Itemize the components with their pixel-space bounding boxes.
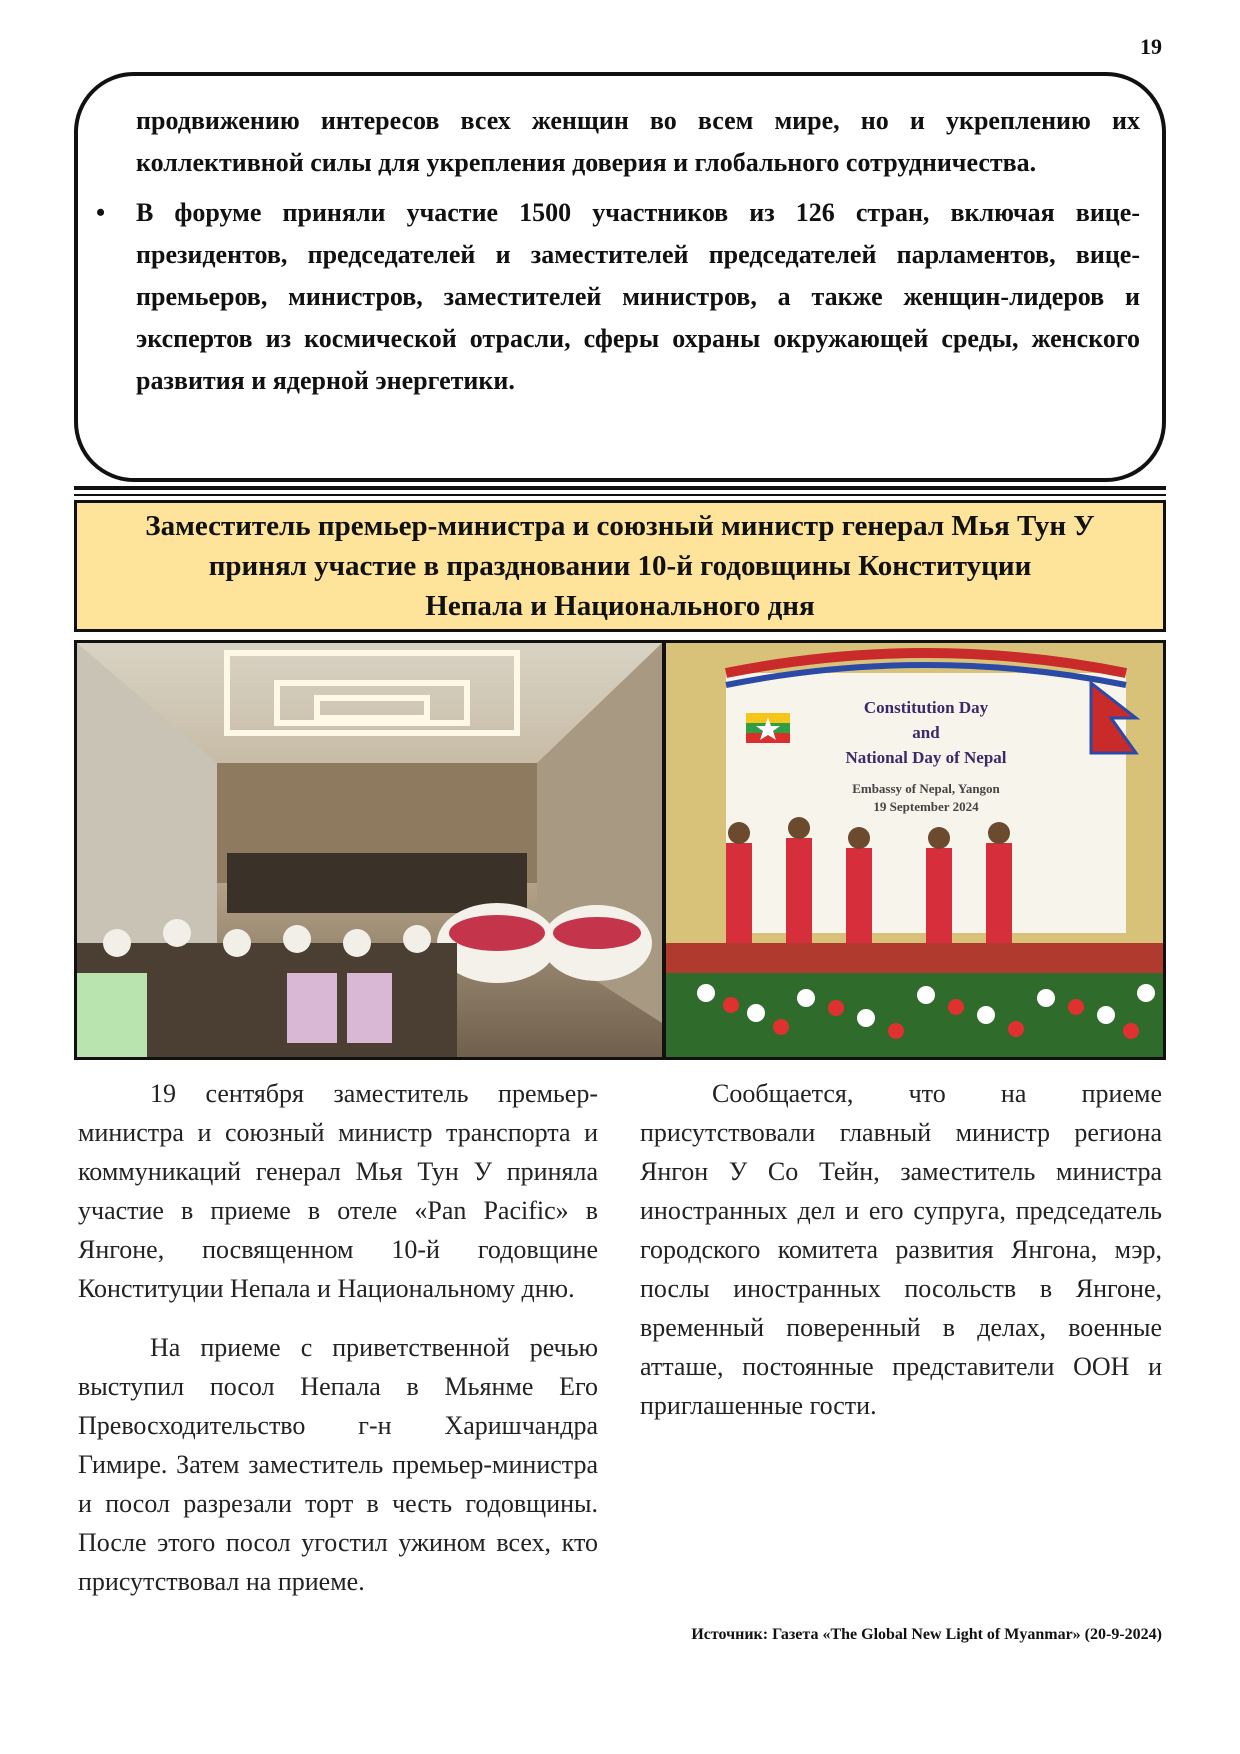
- banquet-hall-photo: [77, 643, 662, 1057]
- headline-line-1: Заместитель премьер-министра и союзный министр генерал Мья Тун У: [145, 510, 1095, 542]
- bullet-dot-icon: •: [96, 198, 106, 227]
- source-credit: Источник: Газета «The Global New Light of Myanmar» (20-9-2024): [691, 1626, 1162, 1643]
- banner-line-3: National Day of Nepal: [845, 748, 1007, 767]
- banner-line-1: Constitution Day: [863, 698, 989, 717]
- divider-rule: [74, 486, 1166, 490]
- highlight-box-text: [96, 100, 1140, 402]
- continuation-paragraph: продвижению интересов всех женщин во всем мире, но и укреплению их коллективной силы для укрепления доверия и глобального сотрудничества.: [136, 106, 1140, 177]
- dance-performance-photo: [666, 643, 1163, 1057]
- page-number: 19: [1140, 34, 1162, 59]
- article-column-right: [640, 1074, 1162, 1445]
- photo-strip: [74, 640, 1166, 1060]
- myanmar-flag-icon: [746, 713, 790, 743]
- article-paragraph: На приеме с приветственной речью выступил посол Непала в Мьянме Его Превосходительство г-н Харишчандра Гимире. Затем заместитель премьер-министра и посол разрезали торт в честь годовщины. После этого посол угостил ужином всех, кто присутствовал на приеме.: [78, 1333, 598, 1596]
- banner-line-5: 19 September 2024: [873, 799, 979, 814]
- bullet-item: [96, 192, 1140, 402]
- article-paragraph: Сообщается, что на приеме присутствовали главный министр региона Янгон У Со Тейн, заместитель министра иностранных дел и его супруга, председатель городского комитета развития Янгона, мэр, послы иностранных посольств в Янгоне, временный поверенный в делах, военные атташе, постоянные представители ООН и приглашенные гости.: [640, 1079, 1162, 1420]
- bullet-text: В форуме приняли участие 1500 участников из 126 стран, включая вице-президентов, председателей и заместителей председателей парламентов, вице-премьеров, министров, заместителей министров, а также женщин-лидеров и экспертов из космической отрасли, сферы охраны окружающей среды, женского развития и ядерной энергетики.: [136, 198, 1140, 395]
- divider-rule-thin: [74, 494, 1166, 496]
- headline-line-2: принял участие в праздновании 10-й годовщины Конституции: [208, 550, 1032, 582]
- article-column-left: [78, 1074, 598, 1621]
- banner-line-2: and: [912, 723, 940, 742]
- article-headline: [74, 500, 1166, 632]
- headline-line-3: Непала и Национального дня: [425, 590, 815, 622]
- article-paragraph: 19 сентября заместитель премьер-министра и союзный министр транспорта и коммуникаций генерал Мья Тун У приняла участие в приеме в отеле «Pan Pacific» в Янгоне, посвященном 10-й годовщине Конституции Непала и Национальному дню.: [78, 1079, 598, 1303]
- banner-line-4: Embassy of Nepal, Yangon: [852, 781, 1000, 796]
